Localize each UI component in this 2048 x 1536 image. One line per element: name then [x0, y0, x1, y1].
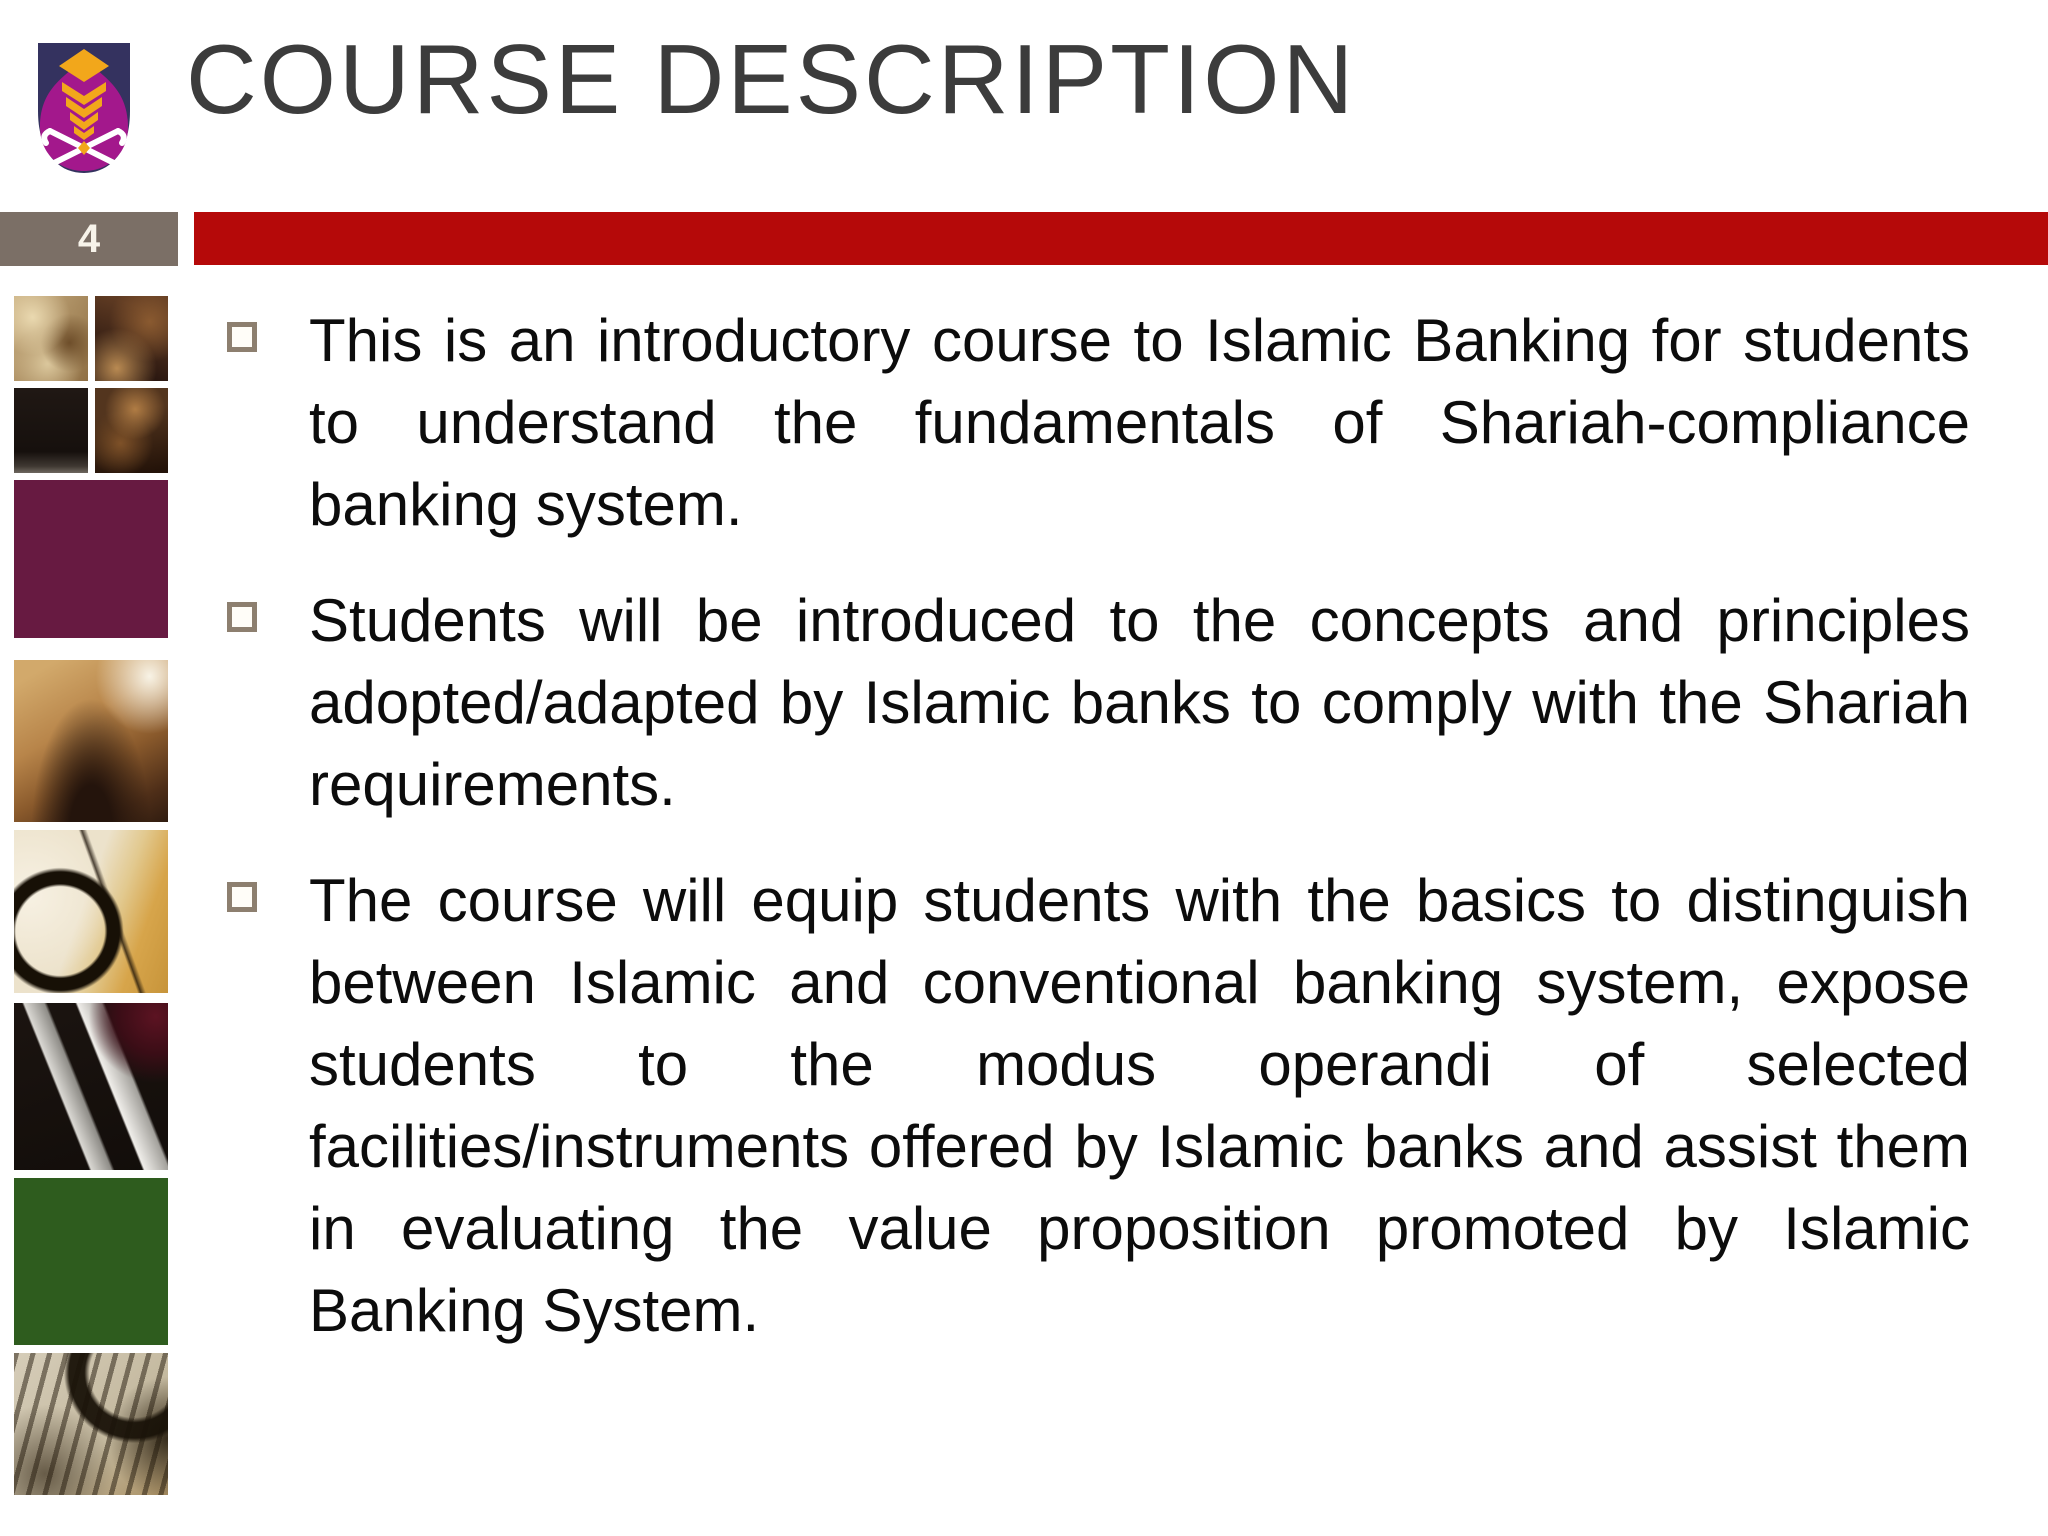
manuscript-photo-top-left	[14, 296, 88, 381]
bullet-square-icon	[227, 602, 257, 632]
sidebar-image-strip	[14, 296, 168, 1496]
bullet-square-icon	[227, 322, 257, 352]
bullet-text: The course will equip students with the basics to distinguish between Islamic and conventional banking system, expose students to the modus operandi of selected facilities/instruments offered by Islamic banks and assist them in evaluating the value proposition promoted by Islamic Banking System.	[309, 867, 1970, 1344]
manuscript-photo-bottom-right	[95, 388, 169, 473]
bullet-text: Students will be introduced to the concepts and principles adopted/adapted by Islamic banks to comply with the Shariah requirements.	[309, 587, 1970, 818]
sidebar-photo-calligraphy	[14, 1353, 168, 1495]
page-number: 4	[77, 217, 101, 261]
sidebar-block-maroon	[14, 480, 168, 638]
sidebar-photo-open-book	[14, 660, 168, 822]
sidebar-photo-eyeglasses	[14, 830, 168, 993]
page-number-box	[0, 212, 178, 266]
sidebar-block-green	[14, 1178, 168, 1345]
manuscript-photo-bottom-left	[14, 388, 88, 473]
bullet-item	[225, 300, 1970, 546]
bullet-item	[225, 860, 1970, 1352]
bullet-square-icon	[227, 882, 257, 912]
uitm-logo-icon	[36, 40, 132, 178]
bullet-text: This is an introductory course to Islamic Banking for students to understand the fundamentals of Shariah-compliance banking system.	[309, 307, 1970, 538]
accent-bar	[194, 212, 2048, 265]
sidebar-photo-manuscript-grid	[14, 296, 168, 473]
bullet-item	[225, 580, 1970, 826]
bullet-list	[225, 300, 1970, 1352]
slide-body	[225, 300, 1970, 1386]
slide-title: COURSE DESCRIPTION	[186, 24, 1357, 134]
manuscript-photo-top-right	[95, 296, 169, 381]
sidebar-photo-documents	[14, 1003, 168, 1170]
